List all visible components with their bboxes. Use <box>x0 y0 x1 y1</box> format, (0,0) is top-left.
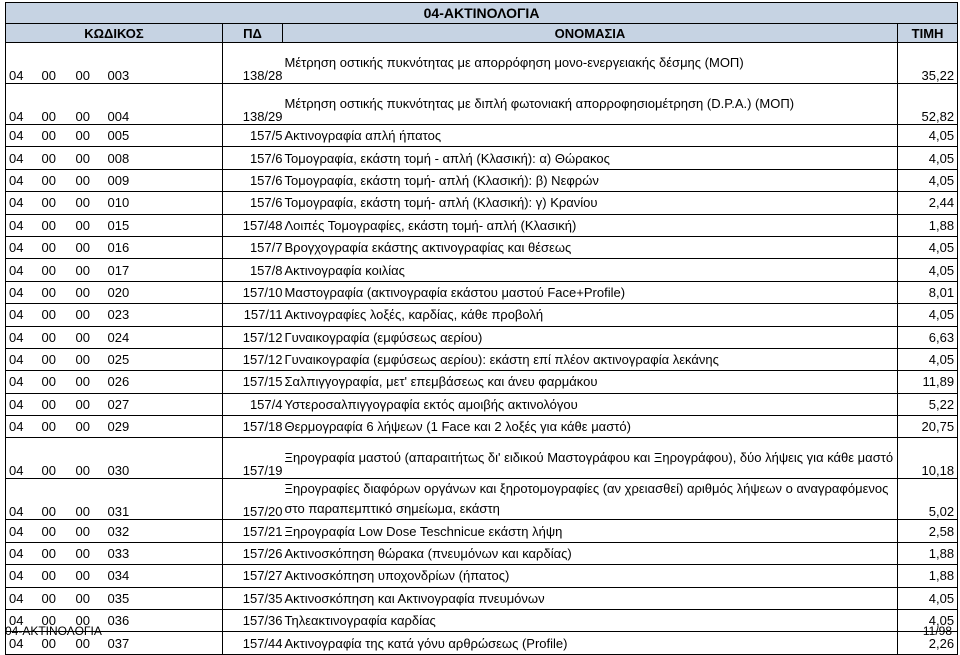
pd-cell: 157/27 <box>223 565 283 587</box>
code-part-1: 04 <box>6 371 39 393</box>
code-part-2: 00 <box>39 393 73 415</box>
code-part-1: 04 <box>6 236 39 258</box>
table-row <box>6 348 958 370</box>
code-part-1: 04 <box>6 147 39 169</box>
price-cell: 10,18 <box>898 438 958 479</box>
code-part-4: 003 <box>105 43 223 84</box>
code-part-4: 031 <box>105 479 223 520</box>
table-row <box>6 393 958 415</box>
table-row <box>6 84 958 125</box>
price-cell: 5,22 <box>898 393 958 415</box>
price-cell: 2,26 <box>898 632 958 654</box>
pd-cell: 157/21 <box>223 520 283 542</box>
code-part-2: 00 <box>39 416 73 438</box>
pd-cell: 157/26 <box>223 542 283 564</box>
code-part-4: 009 <box>105 169 223 191</box>
pd-cell: 157/4 <box>223 393 283 415</box>
code-part-1: 04 <box>6 84 39 125</box>
code-part-2: 00 <box>39 236 73 258</box>
pd-cell: 157/44 <box>223 632 283 654</box>
name-cell: Γυναικογραφία (εμφύσεως αερίου): εκάστη επί πλέον ακτινογραφία λεκάνης <box>283 348 898 370</box>
price-cell: 5,02 <box>898 479 958 520</box>
code-part-1: 04 <box>6 192 39 214</box>
code-part-2: 00 <box>39 125 73 147</box>
code-part-2: 00 <box>39 438 73 479</box>
price-cell: 20,75 <box>898 416 958 438</box>
pd-cell: 157/35 <box>223 587 283 609</box>
name-cell: Ακτινογραφία κοιλίας <box>283 259 898 281</box>
price-cell: 2,44 <box>898 192 958 214</box>
price-table-container <box>5 2 957 655</box>
code-part-2: 00 <box>39 479 73 520</box>
code-part-4: 008 <box>105 147 223 169</box>
code-part-4: 029 <box>105 416 223 438</box>
header-code: ΚΩΔΙΚΟΣ <box>6 24 223 43</box>
table-row <box>6 479 958 520</box>
name-cell: Ακτινοσκόπηση υποχονδρίων (ήπατος) <box>283 565 898 587</box>
pd-cell: 157/15 <box>223 371 283 393</box>
table-row <box>6 326 958 348</box>
name-cell: Ακτινοσκόπηση και Ακτινογραφία πνευμόνων <box>283 587 898 609</box>
price-cell: 11,89 <box>898 371 958 393</box>
code-part-2: 00 <box>39 565 73 587</box>
pd-cell: 157/6 <box>223 169 283 191</box>
header-price: ΤΙΜΗ <box>898 24 958 43</box>
code-part-4: 024 <box>105 326 223 348</box>
pd-cell: 157/48 <box>223 214 283 236</box>
code-part-3: 00 <box>73 281 105 303</box>
code-part-1: 04 <box>6 479 39 520</box>
name-cell: Μέτρηση οστικής πυκνότητας με απορρόφηση μονο-ενεργειακής δέσμης (ΜΟΠ) <box>283 43 898 84</box>
price-cell: 4,05 <box>898 236 958 258</box>
code-part-1: 04 <box>6 632 39 654</box>
name-cell: Τομογραφία, εκάστη τομή- απλή (Κλασική): β) Νεφρών <box>283 169 898 191</box>
footer-page: 11/98 <box>922 624 952 638</box>
table-row <box>6 259 958 281</box>
table-row <box>6 304 958 326</box>
table-row <box>6 192 958 214</box>
code-part-4: 030 <box>105 438 223 479</box>
code-part-4: 037 <box>105 632 223 654</box>
code-part-1: 04 <box>6 125 39 147</box>
code-part-1: 04 <box>6 259 39 281</box>
price-cell: 52,82 <box>898 84 958 125</box>
price-cell: 4,05 <box>898 587 958 609</box>
code-part-2: 00 <box>39 348 73 370</box>
name-cell: Υστεροσαλπιγγογραφία εκτός αμοιβής ακτινολόγου <box>283 393 898 415</box>
pd-cell: 138/28 <box>223 43 283 84</box>
price-cell: 1,88 <box>898 214 958 236</box>
pd-cell: 157/10 <box>223 281 283 303</box>
footer-section: 04-ΑΚΤΙΝΟΛΟΓΙΑ <box>5 624 102 638</box>
name-cell: Θερμογραφία 6 λήψεων (1 Face και 2 λοξές για κάθε μαστό) <box>283 416 898 438</box>
price-cell: 4,05 <box>898 304 958 326</box>
name-cell: Ξηρογραφίες διαφόρων οργάνων και ξηροτομογραφίες (αν χρειασθεί) αριθμός λήψεων ο αναγραφόμενος στο παραπεμπτικό σημείωμα, εκάστη <box>283 479 898 520</box>
code-part-2: 00 <box>39 214 73 236</box>
name-cell: Μέτρηση οστικής πυκνότητας με διπλή φωτονιακή απορροφησιομέτρηση (D.P.A.) (ΜΟΠ) <box>283 84 898 125</box>
code-part-1: 04 <box>6 542 39 564</box>
table-row <box>6 147 958 169</box>
name-cell: Ακτινογραφία της κατά γόνυ αρθρώσεως (Profile) <box>283 632 898 654</box>
table-title: 04-ΑΚΤΙΝΟΛΟΓΙΑ <box>6 3 958 24</box>
code-part-1: 04 <box>6 43 39 84</box>
table-row <box>6 43 958 84</box>
table-body <box>6 43 958 655</box>
code-part-3: 00 <box>73 610 105 632</box>
code-part-2: 00 <box>39 304 73 326</box>
table-row <box>6 542 958 564</box>
code-part-3: 00 <box>73 565 105 587</box>
table-row <box>6 371 958 393</box>
code-part-3: 00 <box>73 84 105 125</box>
price-cell: 4,05 <box>898 348 958 370</box>
price-cell: 4,05 <box>898 610 958 632</box>
code-part-4: 020 <box>105 281 223 303</box>
code-part-2: 00 <box>39 610 73 632</box>
code-part-1: 04 <box>6 610 39 632</box>
price-cell: 4,05 <box>898 169 958 191</box>
table-row <box>6 632 958 654</box>
code-part-3: 00 <box>73 304 105 326</box>
price-cell: 8,01 <box>898 281 958 303</box>
price-cell: 1,88 <box>898 565 958 587</box>
code-part-3: 00 <box>73 192 105 214</box>
pd-cell: 138/29 <box>223 84 283 125</box>
pd-cell: 157/12 <box>223 326 283 348</box>
table-row <box>6 125 958 147</box>
code-part-3: 00 <box>73 326 105 348</box>
table-row <box>6 416 958 438</box>
code-part-3: 00 <box>73 416 105 438</box>
table-row <box>6 565 958 587</box>
code-part-2: 00 <box>39 259 73 281</box>
code-part-4: 027 <box>105 393 223 415</box>
code-part-4: 033 <box>105 542 223 564</box>
code-part-2: 00 <box>39 520 73 542</box>
name-cell: Λοιπές Τομογραφίες, εκάστη τομή- απλή (Κλασική) <box>283 214 898 236</box>
code-part-3: 00 <box>73 348 105 370</box>
code-part-4: 026 <box>105 371 223 393</box>
code-part-2: 00 <box>39 192 73 214</box>
code-part-2: 00 <box>39 542 73 564</box>
pd-cell: 157/12 <box>223 348 283 370</box>
code-part-3: 00 <box>73 214 105 236</box>
pd-cell: 157/20 <box>223 479 283 520</box>
code-part-1: 04 <box>6 520 39 542</box>
pd-cell: 157/6 <box>223 147 283 169</box>
code-part-2: 00 <box>39 43 73 84</box>
code-part-1: 04 <box>6 326 39 348</box>
code-part-4: 005 <box>105 125 223 147</box>
table-row <box>6 281 958 303</box>
price-table <box>5 2 958 655</box>
name-cell: Ακτινογραφία απλή ήπατος <box>283 125 898 147</box>
pd-cell: 157/6 <box>223 192 283 214</box>
code-part-3: 00 <box>73 43 105 84</box>
code-part-1: 04 <box>6 348 39 370</box>
pd-cell: 157/19 <box>223 438 283 479</box>
code-part-3: 00 <box>73 169 105 191</box>
code-part-4: 023 <box>105 304 223 326</box>
code-part-4: 015 <box>105 214 223 236</box>
table-row <box>6 214 958 236</box>
code-part-4: 025 <box>105 348 223 370</box>
pd-cell: 157/5 <box>223 125 283 147</box>
pd-cell: 157/7 <box>223 236 283 258</box>
code-part-3: 00 <box>73 479 105 520</box>
code-part-3: 00 <box>73 125 105 147</box>
price-cell: 2,58 <box>898 520 958 542</box>
table-row <box>6 169 958 191</box>
name-cell: Ξηρογραφία μαστού (απαραιτήτως δι' ειδικού Μαστογράφου και Ξηρογράφου), δύο λήψεις για κάθε μαστό <box>283 438 898 479</box>
code-part-2: 00 <box>39 169 73 191</box>
name-cell: Ακτινογραφίες λοξές, καρδίας, κάθε προβολή <box>283 304 898 326</box>
code-part-2: 00 <box>39 84 73 125</box>
code-part-3: 00 <box>73 393 105 415</box>
code-part-2: 00 <box>39 587 73 609</box>
table-row <box>6 438 958 479</box>
code-part-4: 035 <box>105 587 223 609</box>
code-part-3: 00 <box>73 632 105 654</box>
code-part-4: 010 <box>105 192 223 214</box>
price-cell: 4,05 <box>898 259 958 281</box>
pd-cell: 157/18 <box>223 416 283 438</box>
code-part-1: 04 <box>6 214 39 236</box>
code-part-4: 017 <box>105 259 223 281</box>
name-cell: Βρογχογραφία εκάστης ακτινογραφίας και θέσεως <box>283 236 898 258</box>
code-part-4: 034 <box>105 565 223 587</box>
name-cell: Ξηρογραφία Low Dose Teschnicue εκάστη λήψη <box>283 520 898 542</box>
pd-cell: 157/36 <box>223 610 283 632</box>
table-row <box>6 610 958 632</box>
code-part-1: 04 <box>6 565 39 587</box>
name-cell: Τομογραφία, εκάστη τομή - απλή (Κλασική): α) Θώρακος <box>283 147 898 169</box>
code-part-1: 04 <box>6 304 39 326</box>
code-part-3: 00 <box>73 587 105 609</box>
code-part-3: 00 <box>73 259 105 281</box>
code-part-2: 00 <box>39 371 73 393</box>
code-part-3: 00 <box>73 520 105 542</box>
name-cell: Τομογραφία, εκάστη τομή- απλή (Κλασική): γ) Κρανίου <box>283 192 898 214</box>
code-part-2: 00 <box>39 147 73 169</box>
code-part-4: 032 <box>105 520 223 542</box>
code-part-1: 04 <box>6 438 39 479</box>
header-pd: ΠΔ <box>223 24 283 43</box>
table-row <box>6 520 958 542</box>
pd-cell: 157/11 <box>223 304 283 326</box>
code-part-1: 04 <box>6 416 39 438</box>
code-part-3: 00 <box>73 438 105 479</box>
code-part-3: 00 <box>73 147 105 169</box>
code-part-3: 00 <box>73 236 105 258</box>
name-cell: Σαλπιγγογραφία, μετ' επεμβάσεως και άνευ φαρμάκου <box>283 371 898 393</box>
name-cell: Τηλεακτινογραφία καρδίας <box>283 610 898 632</box>
table-row <box>6 236 958 258</box>
code-part-4: 004 <box>105 84 223 125</box>
code-part-2: 00 <box>39 281 73 303</box>
price-cell: 4,05 <box>898 147 958 169</box>
code-part-3: 00 <box>73 371 105 393</box>
name-cell: Ακτινοσκόπηση θώρακα (πνευμόνων και καρδίας) <box>283 542 898 564</box>
code-part-4: 036 <box>105 610 223 632</box>
code-part-1: 04 <box>6 169 39 191</box>
name-cell: Μαστογραφία (ακτινογραφία εκάστου μαστού Face+Profile) <box>283 281 898 303</box>
price-cell: 1,88 <box>898 542 958 564</box>
code-part-1: 04 <box>6 281 39 303</box>
table-row <box>6 587 958 609</box>
price-cell: 35,22 <box>898 43 958 84</box>
code-part-2: 00 <box>39 326 73 348</box>
header-name: ΟΝΟΜΑΣΙΑ <box>283 24 898 43</box>
name-cell: Γυναικογραφία (εμφύσεως αερίου) <box>283 326 898 348</box>
code-part-2: 00 <box>39 632 73 654</box>
code-part-1: 04 <box>6 393 39 415</box>
price-cell: 4,05 <box>898 125 958 147</box>
code-part-3: 00 <box>73 542 105 564</box>
pd-cell: 157/8 <box>223 259 283 281</box>
price-cell: 6,63 <box>898 326 958 348</box>
code-part-1: 04 <box>6 587 39 609</box>
code-part-4: 016 <box>105 236 223 258</box>
